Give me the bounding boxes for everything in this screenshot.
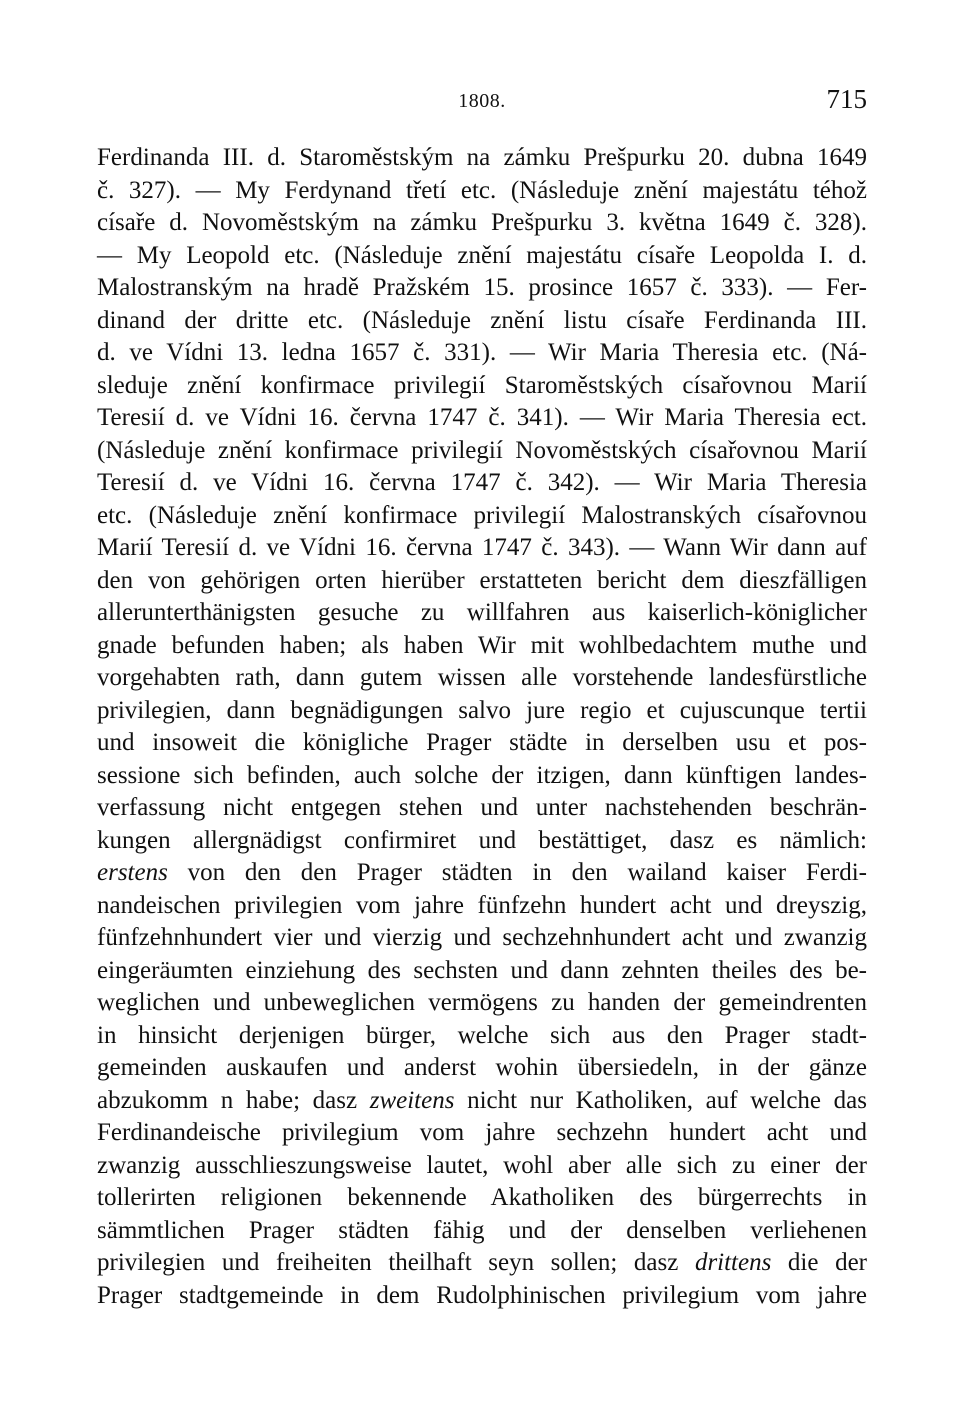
italic-erstens: erstens	[97, 859, 168, 886]
text-line: etc. (Následuje znění konfirmace privilegií Malostranských císařovnou	[97, 501, 867, 529]
text-line: fünfzehnhundert vier und vierzig und sechzehnhundert acht und zwanzig	[97, 924, 867, 951]
text-line: nandeischen privilegien vom jahre fünfzehn hundert acht und dreyszig,	[97, 891, 867, 919]
text-line-drittens	[97, 1247, 867, 1280]
text-line: sessione sich befinden, auch solche der itzigen, dann künftigen landes-	[97, 761, 867, 789]
text-line: den von gehörigen orten hierüber erstatteten bericht dem dieszfälligen	[97, 566, 867, 594]
text-line: dinand der dritte etc. (Následuje znění listu císaře Ferdinanda III.	[97, 306, 867, 334]
italic-drittens: drittens	[694, 1249, 772, 1276]
text-line: (Následuje znění konfirmace privilegií Novoměstských císařovnou Marií	[97, 436, 867, 464]
running-year: 1808.	[458, 90, 506, 112]
text-line: verfassung nicht entgegen stehen und unter nachstehenden beschrän-	[97, 794, 867, 821]
italic-zweitens: zweitens	[369, 1086, 455, 1114]
text-line: in hinsicht derjenigen bürger, welche sich aus den Prager stadt-	[97, 1021, 867, 1049]
line-rest: von den den Prager städten in den wailand kaiser Ferdi-	[167, 859, 867, 886]
text-line: Teresií d. ve Vídni 16. června 1747 č. 342). — Wir Maria Theresia	[97, 469, 867, 496]
text-line: Ferdinanda III. d. Staroměstským na zámku Prešpurku 20. dubna 1649	[97, 144, 867, 171]
line-before: abzukomm n habe; dasz	[97, 1086, 370, 1114]
text-line: gnade befunden haben; als haben Wir mit wohlbedachtem muthe und	[97, 631, 867, 659]
line-rest: die der	[771, 1249, 867, 1276]
text-line: kungen allergnädigst confirmiret und bestättiget, dasz es nämlich:	[97, 826, 867, 854]
text-line: eingeräumten einziehung des sechsten und dann zehnten theiles des be-	[97, 956, 867, 984]
line-before: privilegien und freiheiten theilhaft seyn sollen; dasz	[97, 1249, 695, 1276]
text-line: Prager stadtgemeinde in dem Rudolphinischen privilegium vom jahre	[97, 1281, 867, 1309]
line-rest: nicht nur Katholiken, auf welche das	[454, 1086, 867, 1114]
text-line: tollerirten religionen bekennende Akatholiken des bürgerrechts in	[97, 1184, 867, 1211]
running-header	[97, 84, 867, 118]
text-line: zwanzig ausschlieszungsweise lautet, wohl aber alle sich zu einer der	[97, 1151, 867, 1179]
text-line-zweitens	[97, 1085, 867, 1118]
text-line: vorgehabten rath, dann gutem wissen alle vorstehende landesfürstliche	[97, 664, 867, 691]
text-line: Malostranským na hradě Pražském 15. prosince 1657 č. 333). — Fer-	[97, 274, 867, 301]
text-line-erstens	[97, 857, 867, 890]
text-line: sleduje znění konfirmace privilegií Staroměstských císařovnou Marií	[97, 371, 867, 399]
text-line: weglichen und unbeweglichen vermögens zu handen der gemeindrenten	[97, 989, 867, 1016]
text-line: Teresií d. ve Vídni 16. června 1747 č. 341). — Wir Maria Theresia ect.	[97, 404, 867, 431]
text-line: gemeinden auskaufen und anderst wohin übersiedeln, in der gänze	[97, 1054, 867, 1081]
text-line: sämmtlichen Prager städten fähig und der denselben verliehenen	[97, 1216, 867, 1244]
body-text	[97, 142, 867, 1312]
text-line: d. ve Vídni 13. ledna 1657 č. 331). — Wir Maria Theresia etc. (Ná-	[97, 339, 867, 366]
text-line: — My Leopold etc. (Následuje znění majestátu císaře Leopolda I. d.	[97, 241, 867, 269]
text-line: Marií Teresií d. ve Vídni 16. června 1747 č. 343). — Wann Wir dann auf	[97, 534, 867, 561]
text-line: privilegien, dann begnädigungen salvo jure regio et cujuscunque tertii	[97, 696, 867, 724]
text-line: č. 327). — My Ferdynand třetí etc. (Následuje znění majestátu téhož	[97, 176, 867, 204]
text-line: císaře d. Novoměstským na zámku Prešpurku 3. května 1649 č. 328).	[97, 209, 867, 236]
page-number: 715	[826, 84, 867, 114]
text-line: Ferdinandeische privilegium vom jahre sechzehn hundert acht und	[97, 1119, 867, 1146]
text-line: und insoweit die königliche Prager städte in derselben usu et pos-	[97, 729, 867, 756]
text-line: allerunterthänigsten gesuche zu willfahren aus kaiserlich-königlicher	[97, 599, 867, 626]
